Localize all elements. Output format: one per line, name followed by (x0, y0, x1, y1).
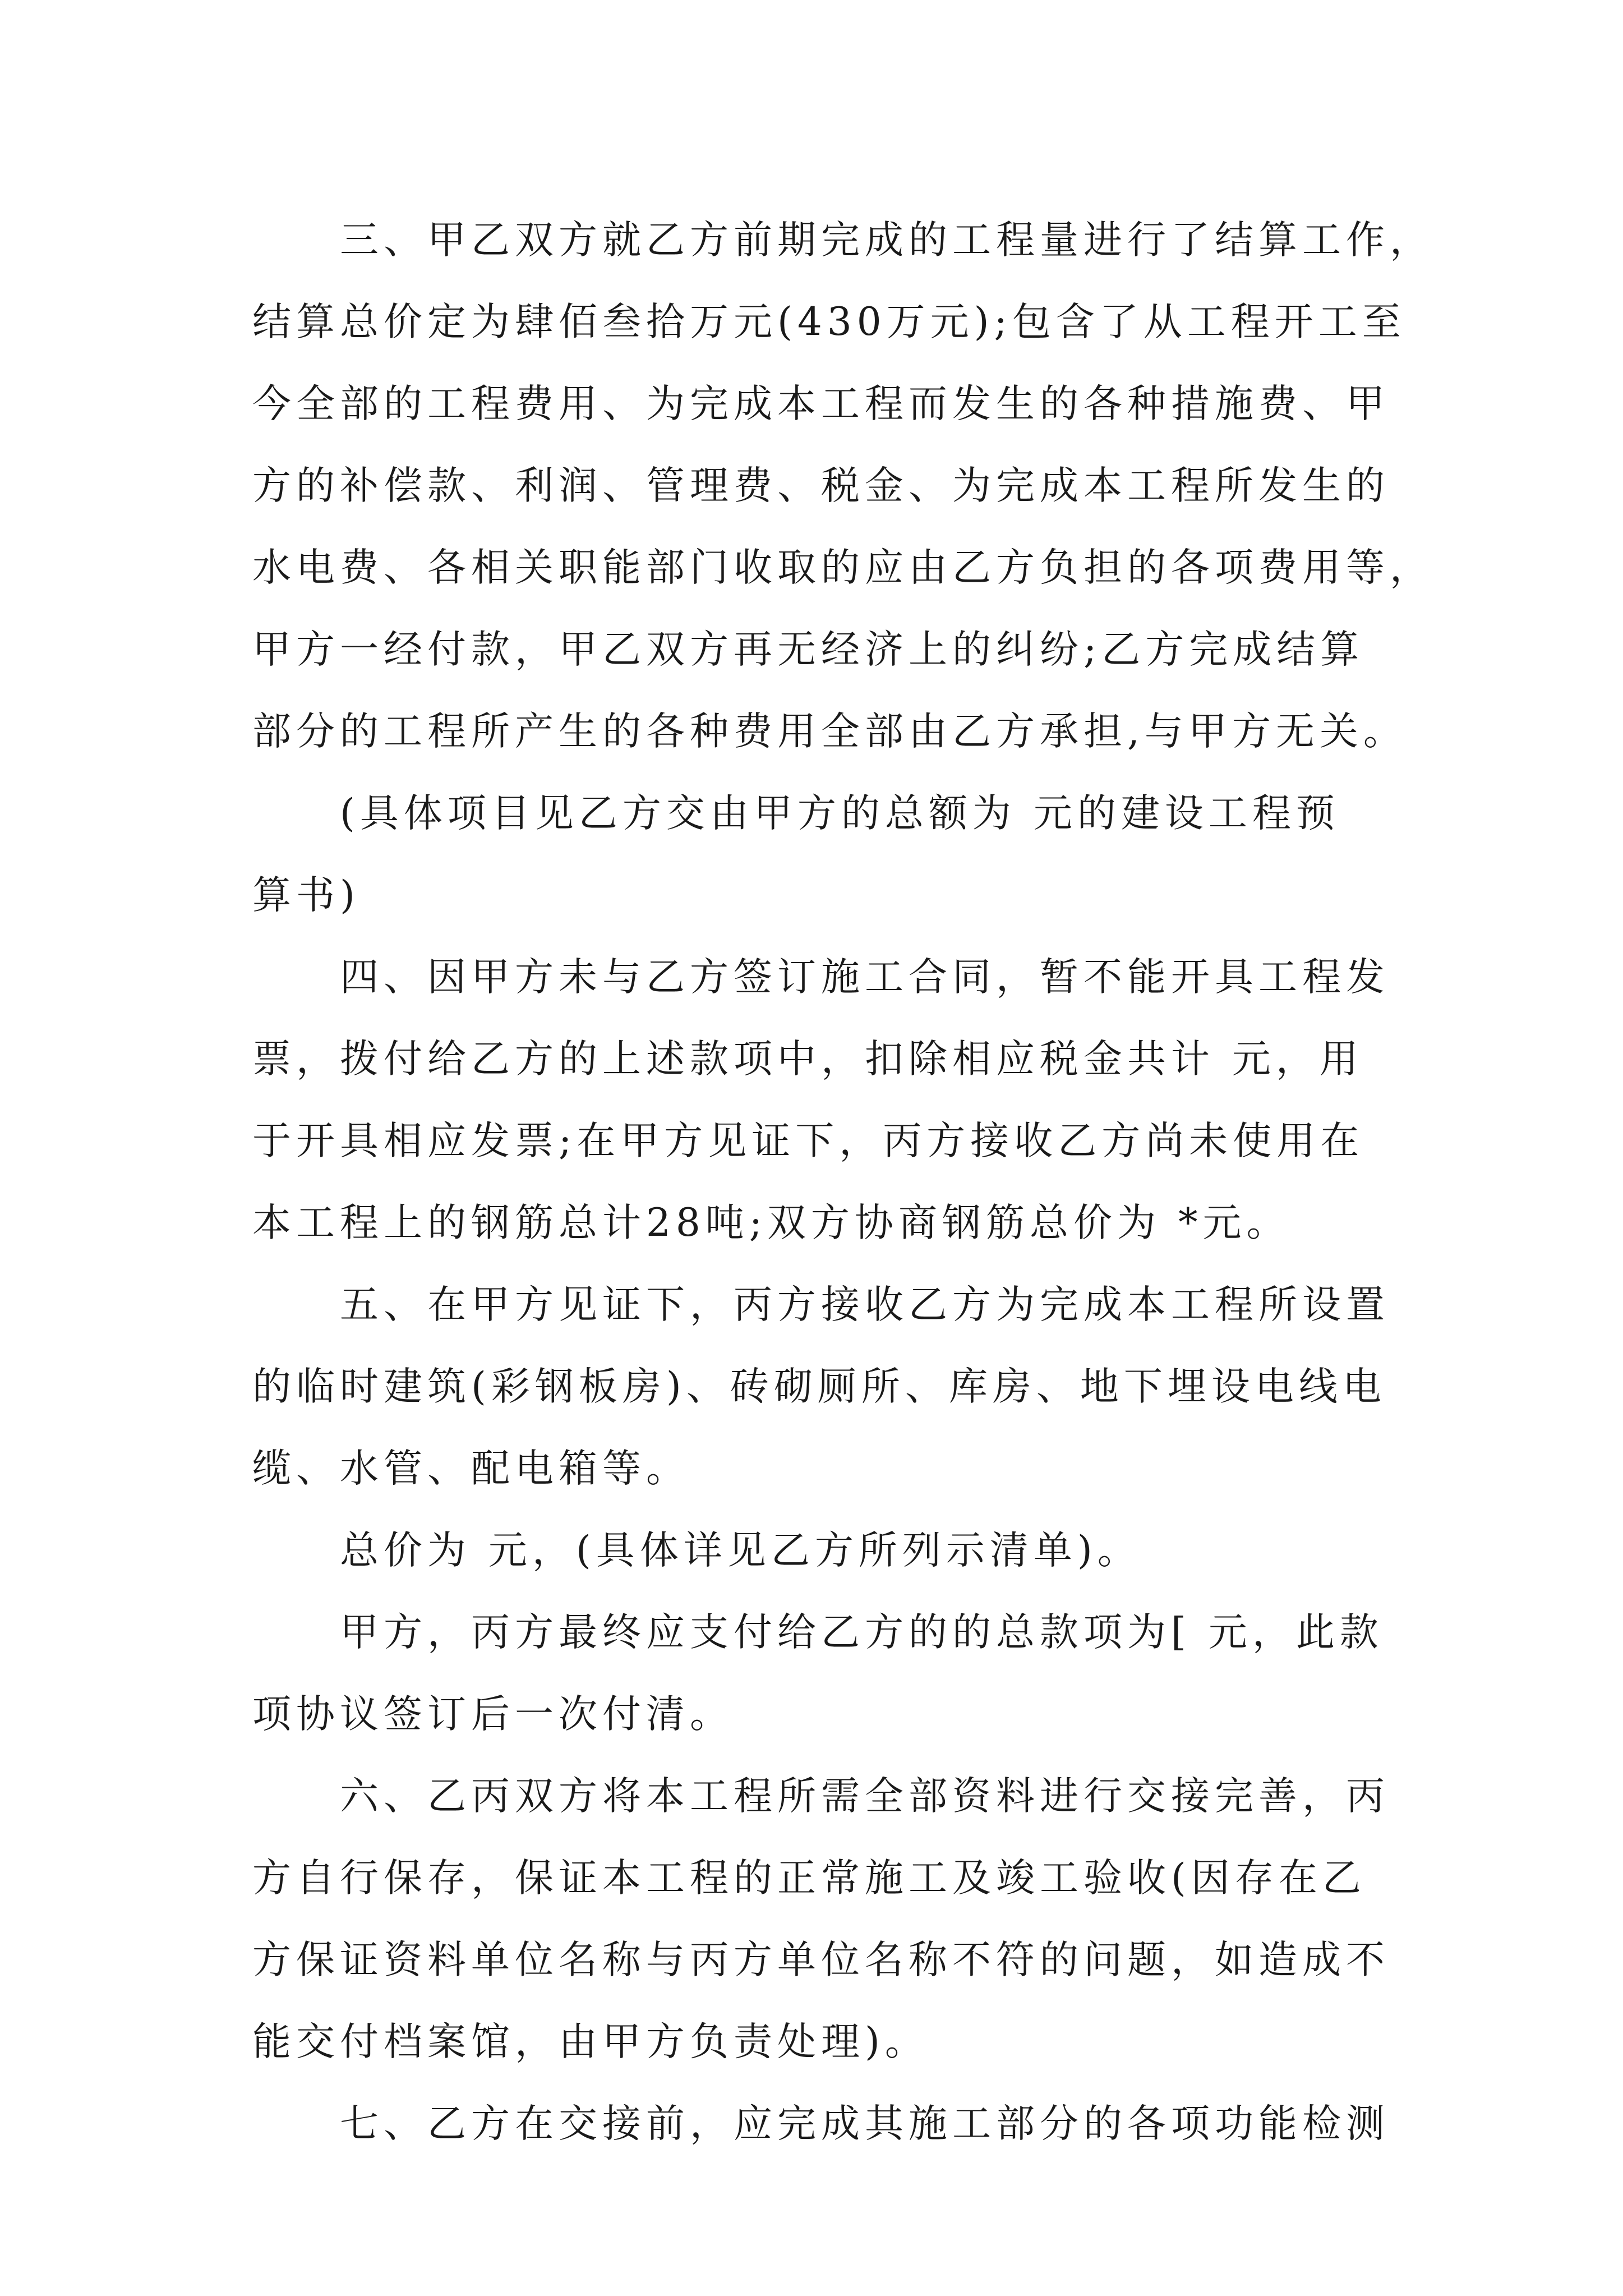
text-line: 七、乙方在交接前，应完成其施工部分的各项功能检测 (340, 2101, 1390, 2146)
paragraph-clause-3 (252, 199, 1436, 772)
text-line: (具体项目见乙方交由甲方的总额为 元的建设工程预 (340, 791, 1340, 836)
text-line: 结算总价定为肆佰叁拾万元(430万元);包含了从工程开工至 (252, 300, 1406, 344)
text-line: 六、乙丙双方将本工程所需全部资料进行交接完善，丙 (340, 1774, 1390, 1819)
text-line: 四、因甲方未与乙方签订施工合同，暂不能开具工程发 (340, 955, 1390, 1000)
text-line: 能交付档案馆，由甲方负责处理)。 (252, 2019, 929, 2064)
text-line: 票，拨付给乙方的上述款项中，扣除相应税金共计 元，用 (252, 1037, 1363, 1082)
text-line: 五、在甲方见证下，丙方接收乙方为完成本工程所设置 (340, 1282, 1390, 1327)
text-line: 方自行保存，保证本工程的正常施工及竣工验收(因存在乙 (252, 1856, 1366, 1901)
document-body (252, 199, 1436, 2165)
text-line: 缆、水管、配电箱等。 (252, 1446, 690, 1491)
text-line: 的临时建筑(彩钢板房)、砖砌厕所、库房、地下埋设电线电 (252, 1364, 1386, 1409)
paragraph-clause-5-total (252, 1510, 1436, 1591)
text-line: 算书) (252, 873, 360, 918)
text-line: 方的补偿款、利润、管理费、税金、为完成本工程所发生的 (252, 463, 1390, 508)
text-line: 水电费、各相关职能部门收取的应由乙方负担的各项费用等， (252, 545, 1433, 590)
text-line: 部分的工程所产生的各种费用全部由乙方承担,与甲方无关。 (252, 709, 1407, 754)
text-line: 项协议签订后一次付清。 (252, 1692, 734, 1737)
text-line: 三、甲乙双方就乙方前期完成的工程量进行了结算工作， (340, 218, 1433, 263)
text-line: 今全部的工程费用、为完成本工程而发生的各种措施费、甲 (252, 381, 1390, 426)
text-line: 于开具相应发票;在甲方见证下，丙方接收乙方尚未使用在 (252, 1119, 1364, 1163)
text-line: 方保证资料单位名称与丙方单位名称不符的问题，如造成不 (252, 1938, 1390, 1982)
paragraph-clause-3-note (252, 772, 1436, 936)
text-line: 甲方一经付款，甲乙双方再无经济上的纠纷;乙方完成结算 (252, 627, 1364, 672)
paragraph-clause-7 (252, 2083, 1436, 2165)
paragraph-clause-5-payment (252, 1591, 1436, 1755)
text-line: 总价为 元，(具体详见乙方所列示清单)。 (340, 1528, 1141, 1573)
text-line: 本工程上的钢筋总计28吨;双方协商钢筋总价为 *元。 (252, 1200, 1290, 1245)
paragraph-clause-6 (252, 1755, 1436, 2083)
text-line: 甲方，丙方最终应支付给乙方的的总款项为[ 元，此款 (340, 1610, 1384, 1655)
paragraph-clause-4 (252, 936, 1436, 1264)
paragraph-clause-5 (252, 1264, 1436, 1510)
